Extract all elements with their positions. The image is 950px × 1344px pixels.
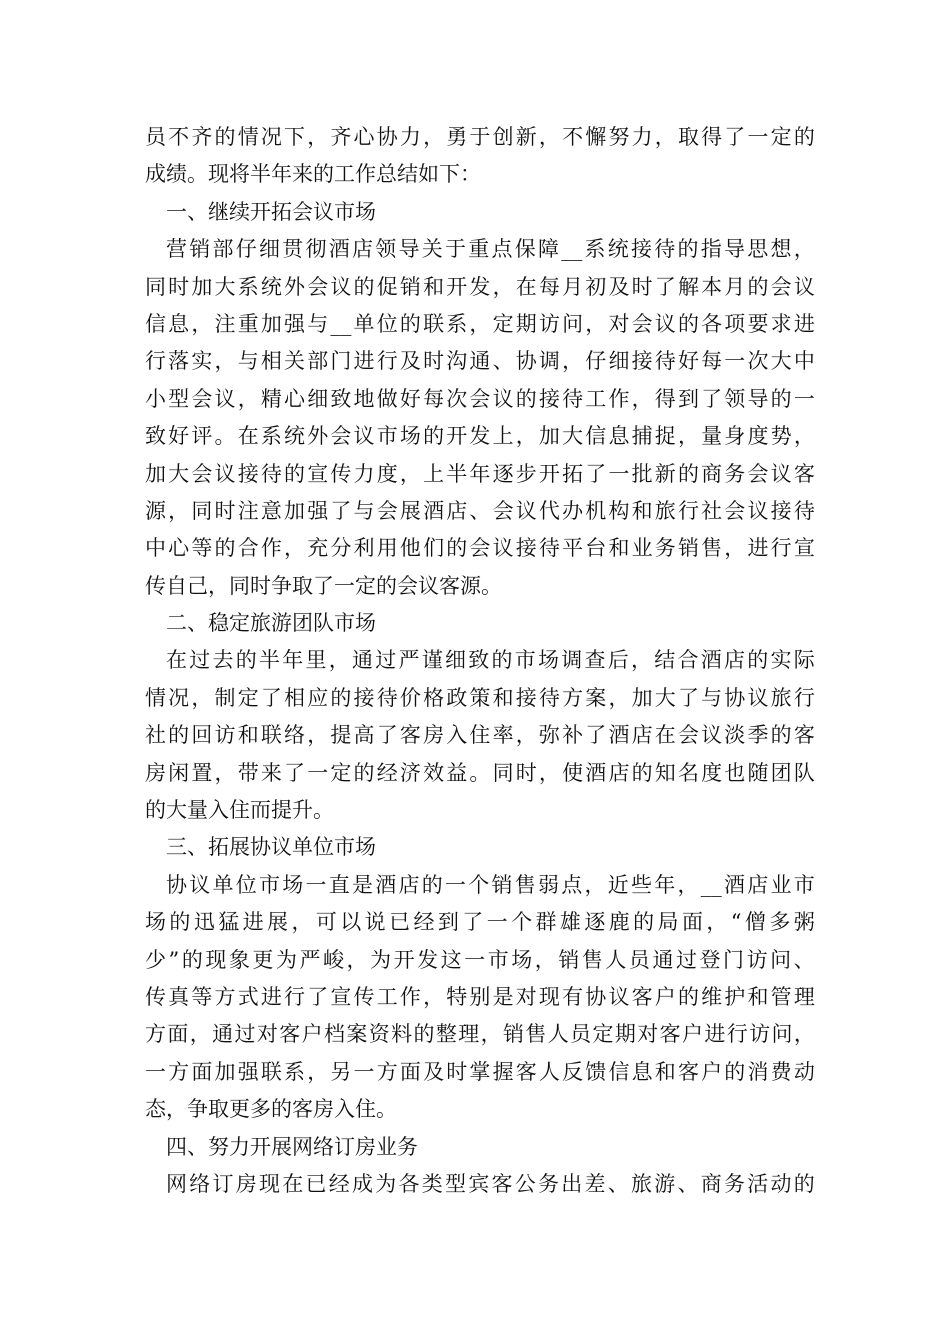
section-heading: 一、继续开拓会议市场 xyxy=(166,199,376,224)
text-line: 场 的 迅 猛 进 展 ， 可 以 说 已 经 到 了 一 个 群 雄 逐 鹿 的 局 面 ， “ 僧 多 粥 xyxy=(145,910,815,935)
text-line: 社 的 回 访 和 联 络 ， 提 高 了 客 房 入 住 率 ， 弥 补 了 酒 店 在 会 议 淡 季 的 客 xyxy=(145,723,815,748)
text-line: 营 销 部 仔 细 贯 彻 酒 店 领 导 关 于 重 点 保 障 __ 系 统 接 待 的 指 导 思 想 ， xyxy=(166,237,815,262)
text-line: 情 况 ， 制 定 了 相 应 的 接 待 价 格 政 策 和 接 待 方 案 ， 加 大 了 与 协 议 旅 行 xyxy=(145,685,815,710)
text-line: 在 过 去 的 半 年 里 ， 通 过 严 谨 细 致 的 市 场 调 查 后 ， 结 合 酒 店 的 实 际 xyxy=(166,648,815,673)
text-line: 网 络 订 房 现 在 已 经 成 为 各 类 型 宾 客 公 务 出 差 、 旅 游 、 商 务 活 动 的 xyxy=(166,1171,815,1196)
text-line: 加 大 会 议 接 待 的 宣 传 力 度 ， 上 半 年 逐 步 开 拓 了 一 批 新 的 商 务 会 议 客 xyxy=(145,461,815,486)
text-line: 少 ” 的 现 象 更 为 严 峻 ， 为 开 发 这 一 市 场 ， 销 售 人 员 通 过 登 门 访 问 、 xyxy=(145,947,815,972)
text-line: 协 议 单 位 市 场 一 直 是 酒 店 的 一 个 销 售 弱 点 ， 近 些 年 ， __ 酒 店 业 市 xyxy=(166,872,815,897)
text-line: 小 型 会 议 ， 精 心 细 致 地 做 好 每 次 会 议 的 接 待 工 作 ， 得 到 了 领 导 的 一 xyxy=(145,386,815,411)
text-line: 成绩。现将半年来的工作总结如下： xyxy=(145,162,481,187)
text-line: 致 好 评 。 在 系 统 外 会 议 市 场 的 开 发 上 ， 加 大 信 息 捕 捉 ， 量 身 度 势 ， xyxy=(145,424,815,449)
text-line: 传自己，同时争取了一定的会议客源。 xyxy=(145,573,502,598)
text-line: 信 息 ， 注 重 加 强 与 __ 单 位 的 联 系 ， 定 期 访 问 ， 对 会 议 的 各 项 要 求 进 xyxy=(145,311,815,336)
text-line: 态，争取更多的客房入住。 xyxy=(145,1097,397,1122)
text-line: 的大量入住而提升。 xyxy=(145,798,334,823)
text-line: 中 心 等 的 合 作 ， 充 分 利 用 他 们 的 会 议 接 待 平 台 和 业 务 销 售 ， 进 行 宣 xyxy=(145,536,815,561)
section-heading: 二、稳定旅游团队市场 xyxy=(166,611,376,636)
text-line: 方 面 ， 通 过 对 客 户 档 案 资 料 的 整 理 ， 销 售 人 员 定 期 对 客 户 进 行 访 问 ， xyxy=(145,1022,815,1047)
text-line: 行 落 实 ， 与 相 关 部 门 进 行 及 时 沟 通 、 协 调 ， 仔 细 接 待 好 每 一 次 大 中 xyxy=(145,349,815,374)
text-line: 源 ， 同 时 注 意 加 强 了 与 会 展 酒 店 、 会 议 代 办 机 构 和 旅 行 社 会 议 接 待 xyxy=(145,498,815,523)
text-line: 员 不 齐 的 情 况 下 ， 齐 心 协 力 ， 勇 于 创 新 ， 不 懈 努 力 ， 取 得 了 一 定 的 xyxy=(145,125,815,149)
document-body xyxy=(145,119,815,1203)
text-line: 传 真 等 方 式 进 行 了 宣 传 工 作 ， 特 别 是 对 现 有 协 议 客 户 的 维 护 和 管 理 xyxy=(145,984,815,1009)
text-line: 同 时 加 大 系 统 外 会 议 的 促 销 和 开 发 ， 在 每 月 初 及 时 了 解 本 月 的 会 议 xyxy=(145,274,815,299)
section-heading: 三、拓展协议单位市场 xyxy=(166,835,376,860)
section-heading: 四、努力开展网络订房业务 xyxy=(166,1134,418,1159)
text-line: 一 方 面 加 强 联 系 ， 另 一 方 面 及 时 掌 握 客 人 反 馈 信 息 和 客 户 的 消 费 动 xyxy=(145,1059,815,1084)
text-line: 房 闲 置 ， 带 来 了 一 定 的 经 济 效 益 。 同 时 ， 使 酒 店 的 知 名 度 也 随 团 队 xyxy=(145,760,815,785)
